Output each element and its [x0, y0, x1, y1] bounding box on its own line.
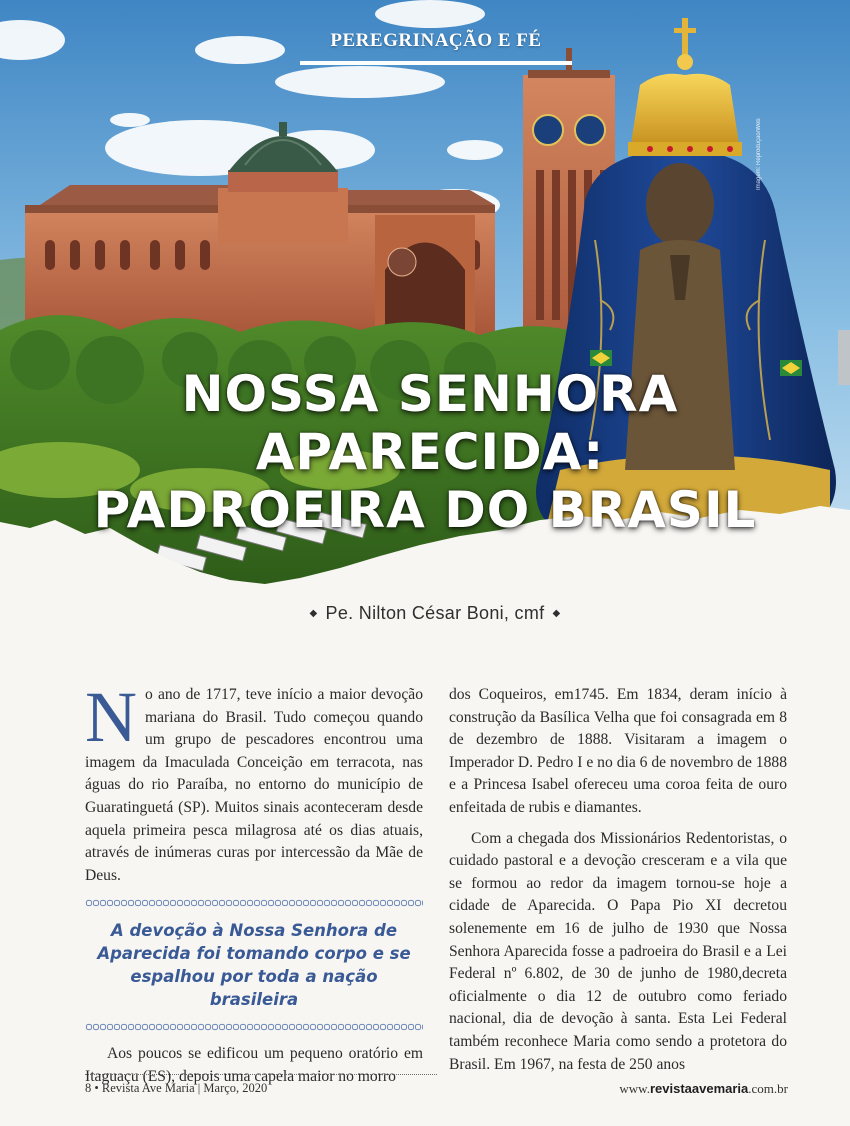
ornamental-divider: [85, 1023, 423, 1031]
diamond-ornament-icon: ◆: [309, 608, 318, 619]
url-prefix: www.: [619, 1081, 650, 1096]
intro-text: o ano de 1717, teve início a maior devoção mariana do Brasil. Tudo começou quando um grupo de pescadores encontrou uma imagem da Imaculada Conceição em terracota, nas águas do rio Paraíba, no entorno do município de Guaratinguetá (SP). Muitos sinais aconteceram desde aquela primeira pesca milagrosa até os dias atuais, através de inúmeras curas por intercessão da Mãe de Deus.: [85, 686, 423, 884]
url-brand: revistaavemaria: [649, 1081, 749, 1096]
section-kicker: PEREGRINAÇÃO E FÉ: [330, 30, 542, 51]
author-name: Pe. Nilton César Boni, cmf: [325, 603, 545, 623]
url-suffix: .com.br: [748, 1081, 788, 1096]
body-paragraph: Com a chegada dos Missionários Redentoristas, o cuidado pastoral e a devoção cresceram e a vila que se formou ao redor da imagem tornou-se hoje a cidade de Aparecida. O Papa Pio XI decretou solenemente em 16 de julho de 1930 que Nossa Senhora Aparecida fosse a padroeira do Brasil e a Lei Federal nº 6.802, de 30 de junho de 1980,decreta oficialmente o dia 12 de outubro como feriado nacional, dia de devoção à santa. Esta Lei Federal também reconhece Maria como sendo a protetora do Brasil. Em 1967, na festa de 250 anos: [449, 829, 787, 1073]
headline-line-2: PADROEIRA DO BRASIL: [93, 481, 757, 539]
image-credit: Imagem: Reprodução/Web: [756, 118, 762, 190]
pull-quote: A devoção à Nossa Senhora de Aparecida foi tomando corpo e se espalhou por toda a nação brasileira: [97, 921, 411, 1010]
byline: [0, 603, 850, 624]
footer-website[interactable]: [619, 1081, 788, 1097]
headline: [0, 365, 850, 539]
headline-line-1: NOSSA SENHORA APARECIDA:: [181, 365, 679, 481]
section-kicker-rule: [300, 61, 572, 65]
body-paragraph: Aos poucos se edificou um pequeno oratório em Itaguaçu (ES), depois uma capela maior no morro: [85, 1045, 423, 1085]
article-column-left: [85, 677, 423, 1089]
diamond-ornament-icon: ◆: [552, 608, 561, 619]
drop-cap: N: [85, 677, 137, 757]
intro-paragraph: [85, 677, 423, 887]
ornamental-divider: [85, 899, 423, 907]
body-paragraph: dos Coqueiros, em1745. Em 1834, deram início à construção da Basílica Velha que foi consagrada em 8 de dezembro de 1888. Visitaram a imagem o Imperador D. Pedro I e no dia 6 de novembro de 1888 e a Princesa Isabel ofereceu uma coroa feita de ouro enfeitada de rubis e diamantes.: [449, 686, 787, 816]
footer-rule: [85, 1074, 437, 1075]
footer-page-info: 8 • Revista Ave Maria | Março, 2020: [85, 1081, 268, 1095]
article-column-right: [449, 684, 787, 1076]
